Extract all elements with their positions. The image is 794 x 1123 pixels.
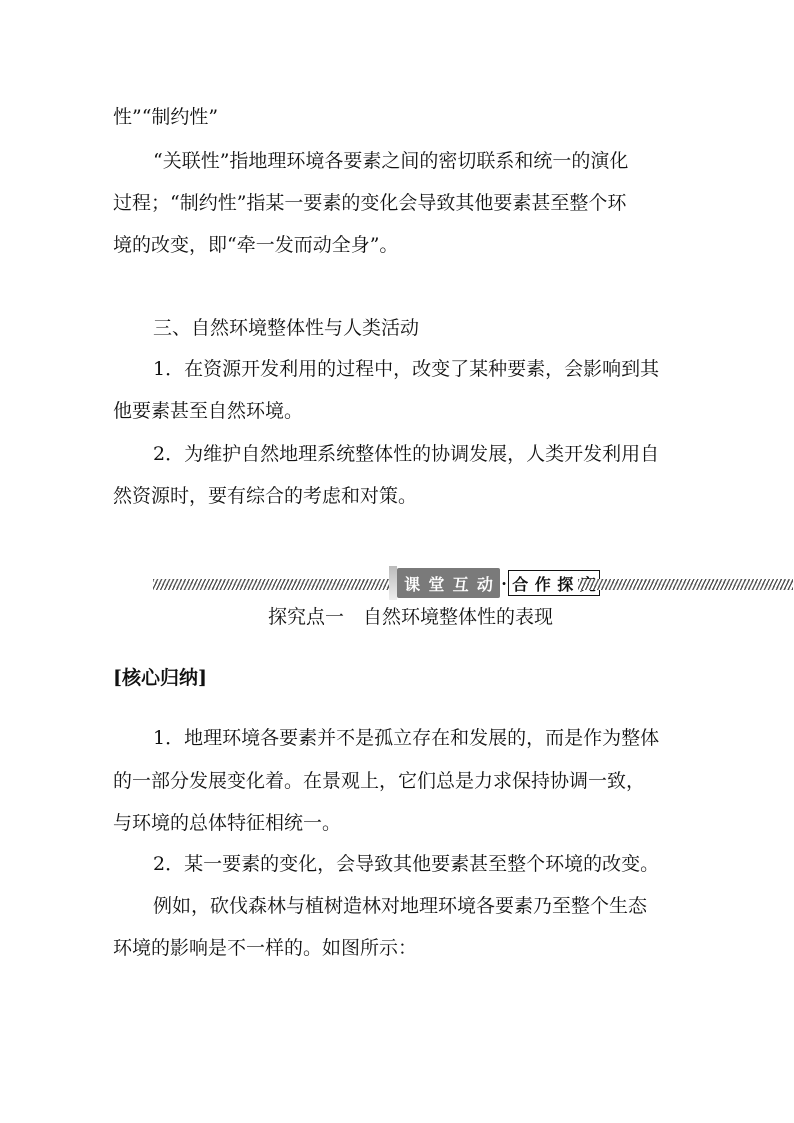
- banner-char: 合: [512, 574, 529, 594]
- text-line: “关联性”指地理环境各要素之间的密切联系和统一的演化: [153, 150, 629, 172]
- text-line: 的一部分发展变化着。在景观上，它们总是力求保持协调一致，: [113, 770, 646, 792]
- banner-char: 堂: [428, 574, 445, 594]
- explore-title: 探究点一 自然环境整体性的表现: [268, 606, 554, 628]
- banner-hatch-left: [153, 579, 393, 590]
- text-line: 性”“制约性”: [113, 106, 219, 128]
- text-line: 与环境的总体特征相统一。: [113, 812, 342, 834]
- text-line: 2．某一要素的变化，会导致其他要素甚至整个环境的改变。: [153, 853, 660, 875]
- section-heading: 三、自然环境整体性与人类活动: [153, 317, 420, 339]
- text-line: 境的改变，即“牵一发而动全身”。: [113, 234, 399, 256]
- text-line: 过程；“制约性”指某一要素的变化会导致其他要素甚至整个环: [113, 192, 627, 214]
- banner-char: 互: [452, 574, 469, 594]
- text-line: 环境的影响是不一样的。如图所示：: [113, 937, 418, 959]
- banner-char: 作: [534, 574, 551, 594]
- banner-char: 动: [476, 574, 493, 594]
- text-line: 1．在资源开发利用的过程中，改变了某种要素，会影响到其: [153, 358, 660, 380]
- text-line: 例如，砍伐森林与植树造林对地理环境各要素乃至整个生态: [153, 895, 648, 917]
- text-line: 他要素甚至自然环境。: [113, 400, 304, 422]
- banner-char: 课: [404, 574, 421, 594]
- banner-char: 探: [557, 574, 574, 594]
- text-line: 2．为维护自然地理系统整体性的协调发展，人类开发利用自: [153, 443, 660, 465]
- banner-dot: ·: [501, 573, 507, 593]
- text-line: 然资源时，要有综合的考虑和对策。: [113, 485, 418, 507]
- text-line: 1．地理环境各要素并不是孤立存在和发展的，而是作为整体: [153, 727, 660, 749]
- core-heading: [核心归纳]: [113, 667, 207, 689]
- banner-label-classroom: [397, 568, 500, 598]
- banner-hatch-right: [578, 579, 793, 590]
